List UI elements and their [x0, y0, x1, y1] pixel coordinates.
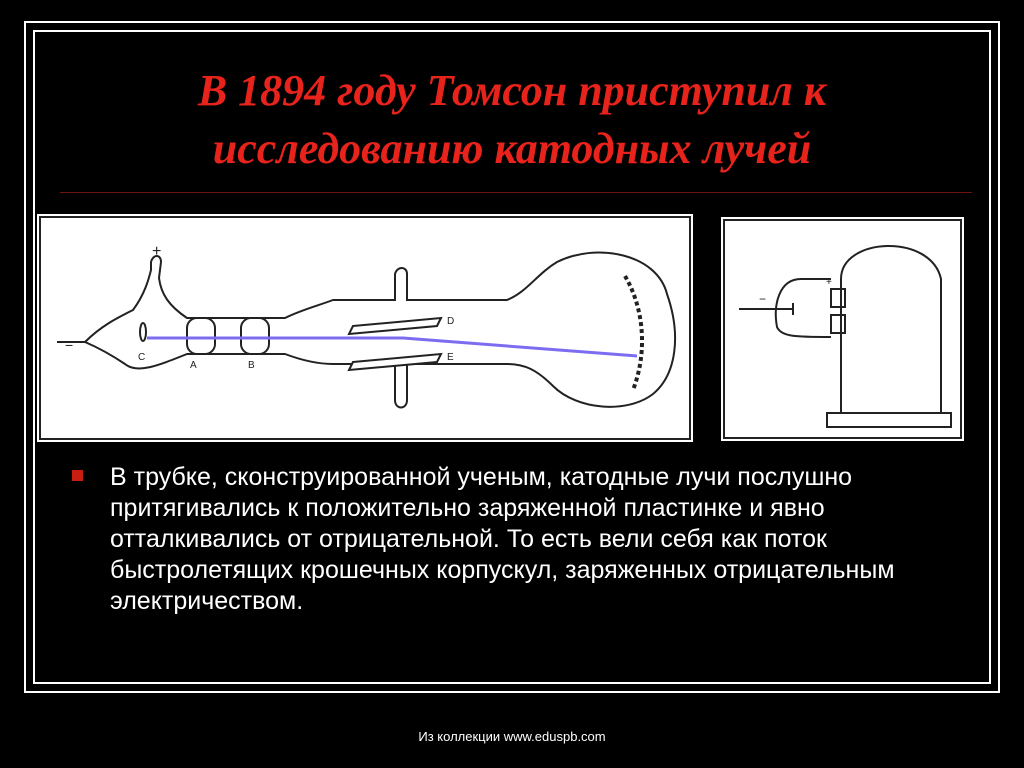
bullet-text: В трубке, сконструированной ученым, катодные лучи послушно притягивались к положительно заряженной пластинке и явно отталкивались от отрицательной. То есть вели себя как поток быстролетящих крошечных корпускул, заряженных отрицательным электричеством. — [110, 463, 895, 615]
anode-b — [241, 318, 269, 354]
cathode-ray-tube-diagram — [37, 214, 693, 442]
tube-plus-label: + — [152, 243, 162, 260]
plate-d — [349, 318, 441, 334]
label-d: D — [447, 316, 455, 327]
cathode-c — [140, 323, 146, 341]
label-c: C — [138, 352, 146, 363]
apparatus-side-diagram — [721, 217, 964, 441]
tube-screen — [625, 276, 642, 390]
anode-a — [187, 318, 215, 354]
electrode-bottom — [831, 315, 845, 333]
title-line-2: исследованию катодных лучей — [212, 124, 812, 173]
side-frame — [724, 220, 961, 438]
side-plus-label: + — [826, 277, 832, 288]
label-e: E — [447, 352, 454, 363]
jar-base — [827, 413, 951, 427]
electrode-top — [831, 289, 845, 307]
slide-title — [40, 62, 984, 178]
cathode-ray-tube-drawing — [37, 214, 693, 442]
side-minus-label: − — [759, 292, 767, 306]
footer-credit: Из коллекции www.eduspb.com — [418, 729, 606, 744]
title-line-1: В 1894 году Томсон приступил к — [197, 66, 827, 115]
title-divider — [60, 192, 972, 193]
bullet-square-icon — [72, 470, 83, 481]
apparatus-side-drawing — [721, 217, 964, 441]
label-b: B — [248, 360, 255, 371]
label-a: A — [190, 360, 197, 371]
bell-jar — [841, 246, 941, 413]
tube-minus-label: − — [65, 337, 74, 353]
